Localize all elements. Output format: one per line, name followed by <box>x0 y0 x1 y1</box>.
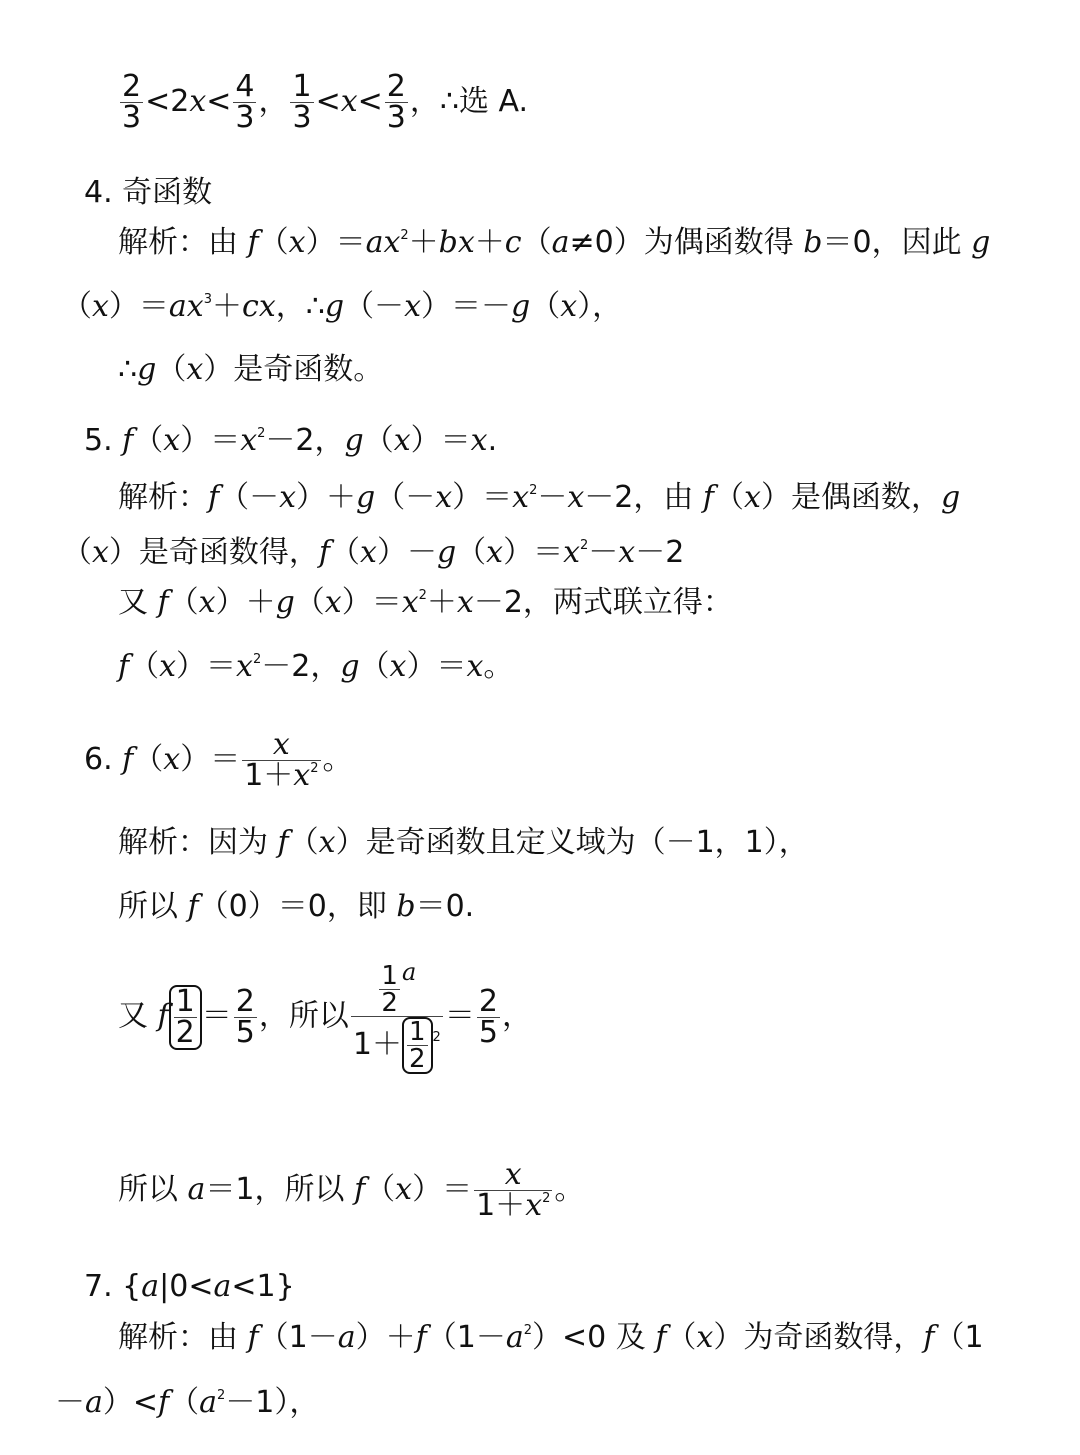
q6-line2: 所以 f（0）＝0，即 b＝0. <box>118 889 475 924</box>
fraction: $\frac{2}{3}$ <box>386 69 406 135</box>
fraction: $\frac{x}{1+x^2}$ <box>476 1157 551 1223</box>
q5-line3: 又 $f(x)+g(x)=x^2+x-2$，两式联立得： <box>118 585 733 620</box>
fraction: $\frac{4}{3}$ <box>235 69 255 135</box>
q5-line2: （x）是奇函数得，$f(x)-g(x)=x^2-x-2$ <box>62 535 685 570</box>
q5-line1: 解析：$f(-x)+g(-x)=x^2-x-2$，由 f（x）是偶函数，g <box>118 480 961 515</box>
fraction: $\frac{2}{3}$ <box>122 69 142 135</box>
q7-line1: 解析：由 $f(1-a)+f(1-a^2)<0$ 及 f（x）为奇函数得，f（1 <box>118 1320 984 1355</box>
fraction: $\frac{x}{1+x^2}$ <box>244 727 319 793</box>
q4-line3: ∴g（x）是奇函数。 <box>118 352 384 387</box>
fraction-inequality-line: $\frac{2}{3}$ <2x< $\frac{4}{3}$ ， $\frac{1}{3}$ <x< $\frac{2}{3}$ ，∴选 A. <box>122 69 529 135</box>
fraction: $\frac{1}{3}$ <box>292 69 312 135</box>
q4-line2: $(x)=ax^3+cx$，∴g（－x）＝－g（x）， <box>62 289 623 324</box>
parenthesized-fraction: $\frac{1}{2}$ <box>169 985 202 1050</box>
q4-line1: 解析：由 $f(x)=ax^2+bx+c(a\ne 0)$为偶函数得 b＝0，因此 g <box>118 225 991 260</box>
q6-line3: 又 f $\frac{1}{2}$ ＝ $\frac{2}{5}$ ，所以 $\frac{1}{2}$ $^a$ 1＋ $\frac{1}{2}$ $^2$ ＝ $\frac{2}{5}$ ， <box>118 958 532 1074</box>
q6-heading: 6. f（x）＝ $\frac{x}{1+x^2}$ 。 <box>84 727 353 793</box>
q6-line4: 所以 a＝1，所以 f（x）＝ $\frac{x}{1+x^2}$ 。 <box>118 1157 585 1223</box>
q6-line1: 解析：因为 f（x）是奇函数且定义域为（－1，1）， <box>118 825 809 860</box>
q7-heading: 7. {a|0<a<1} <box>84 1269 295 1304</box>
q5-heading: 5. $f(x)=x^2-2$，g（x）＝x. <box>84 423 498 458</box>
fraction: $\frac{2}{5}$ <box>235 983 255 1050</box>
q4-heading: 4. 奇函数 <box>84 175 213 210</box>
q7-line2: $-a)<f(a^2-1)$， <box>55 1385 320 1420</box>
compound-fraction: $\frac{1}{2}$ $^a$ 1＋ $\frac{1}{2}$ $^2$ <box>351 960 443 1074</box>
q5-line4: $f(x)=x^2-2$，g（x）＝x。 <box>118 649 514 684</box>
fraction: $\frac{2}{5}$ <box>478 983 498 1050</box>
